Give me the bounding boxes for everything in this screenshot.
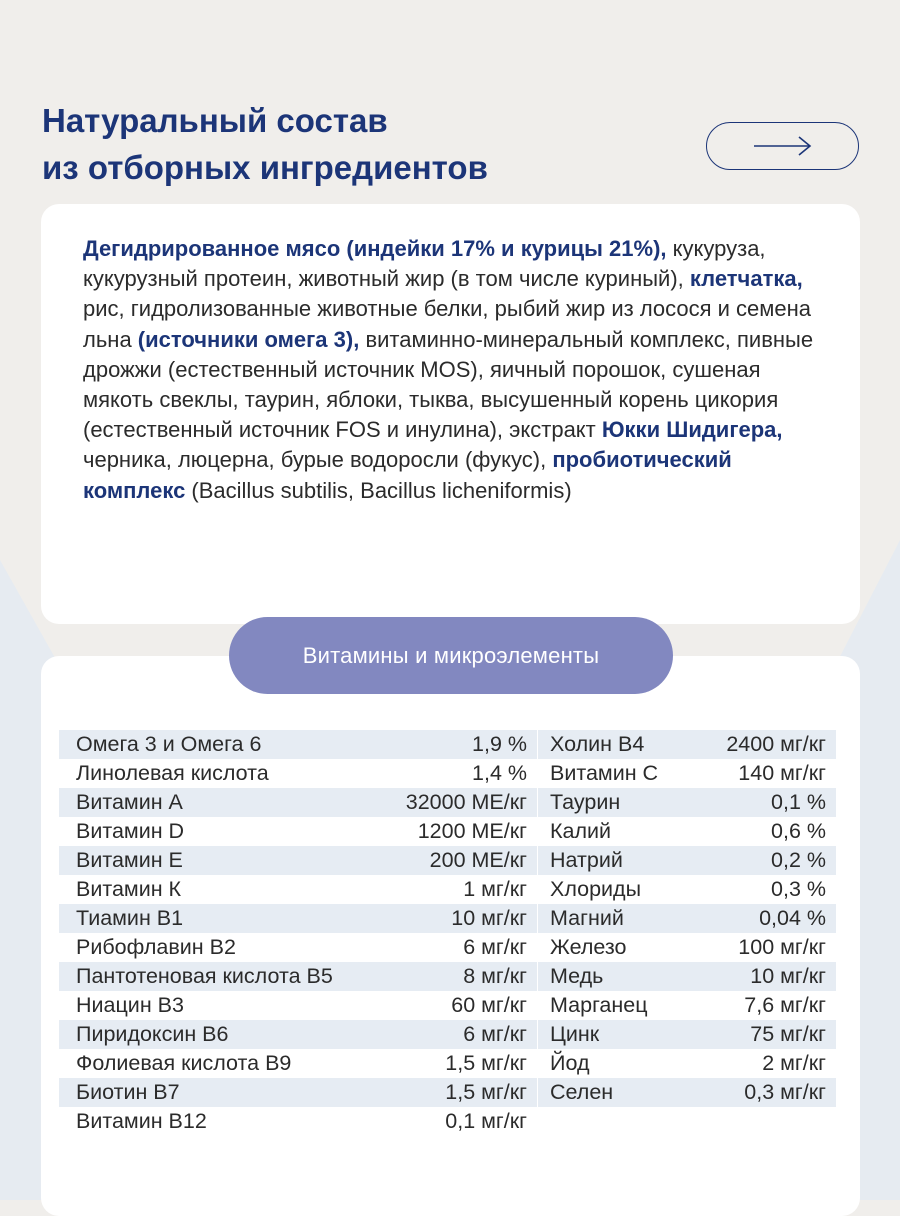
table-row (538, 759, 836, 788)
nutrient-name: Омега 3 и Омега 6 (76, 732, 262, 756)
table-row (59, 1049, 537, 1078)
nutrient-name: Холин В4 (550, 732, 645, 756)
table-row (538, 1049, 836, 1078)
nutrient-value: 0,2 % (771, 848, 826, 872)
table-row (538, 962, 836, 991)
nutrient-name: Тиамин В1 (76, 906, 184, 930)
composition-highlight: пробиотический комплекс (83, 447, 732, 503)
vitamins-table-right (538, 730, 836, 1107)
nutrient-name: Таурин (550, 790, 621, 814)
nutrient-name: Хлориды (550, 877, 642, 901)
nutrient-name: Линолевая кислота (76, 761, 269, 785)
table-row (59, 759, 537, 788)
composition-highlight: клетчатка, (689, 266, 803, 292)
nutrient-name: Витамин К (76, 877, 182, 901)
nutrient-name: Витамин А (76, 790, 183, 814)
nutrient-value: 2 мг/кг (762, 1051, 826, 1075)
nutrient-name: Биотин В7 (76, 1080, 180, 1104)
nutrient-value: 6 мг/кг (463, 935, 527, 959)
table-row (538, 875, 836, 904)
table-row (59, 730, 537, 759)
nutrient-value: 0,6 % (771, 819, 826, 843)
table-row (59, 788, 537, 817)
next-button[interactable] (706, 122, 859, 170)
nutrient-value: 1,5 мг/кг (445, 1080, 527, 1104)
nutrient-value: 10 мг/кг (451, 906, 527, 930)
nutrient-value: 0,3 мг/кг (744, 1080, 826, 1104)
nutrient-value: 1200 МЕ/кг (417, 819, 527, 843)
nutrient-name: Рибофлавин В2 (76, 935, 236, 959)
nutrient-name: Ниацин В3 (76, 993, 184, 1017)
composition-segment: (Bacillus subtilis, Bacillus licheniformis) (185, 477, 572, 503)
vitamins-table-left (59, 730, 537, 1136)
table-row (59, 962, 537, 991)
nutrient-name: Магний (550, 906, 624, 930)
nutrient-value: 100 мг/кг (738, 935, 826, 959)
composition-card (41, 204, 860, 624)
nutrient-value: 10 мг/кг (750, 964, 826, 988)
vitamins-heading-badge: Витамины и микроэлементы (229, 617, 673, 694)
nutrient-value: 0,1 мг/кг (445, 1109, 527, 1133)
nutrient-name: Витамин D (76, 819, 185, 843)
table-row (59, 933, 537, 962)
nutrient-name: Медь (550, 964, 604, 988)
nutrient-value: 1,4 % (472, 761, 527, 785)
nutrient-value: 7,6 мг/кг (744, 993, 826, 1017)
title-line-2: из отборных ингредиентов (42, 149, 488, 186)
table-row (538, 817, 836, 846)
page-title (42, 97, 488, 191)
composition-highlight: Дегидрированное мясо (индейки 17% и курицы 21%), (83, 236, 667, 261)
nutrient-name: Фолиевая кислота В9 (76, 1051, 292, 1075)
table-row (59, 846, 537, 875)
nutrient-value: 75 мг/кг (750, 1022, 826, 1046)
composition-highlight: (источники омега 3), (137, 326, 360, 352)
nutrient-value: 8 мг/кг (463, 964, 527, 988)
table-row (59, 1107, 537, 1136)
composition-segment: рис, гидролизованные животные белки, рыбий жир из лосося и семена льна (83, 296, 812, 352)
table-row (538, 1020, 836, 1049)
nutrient-value: 1 мг/кг (463, 877, 527, 901)
nutrient-name: Марганец (550, 993, 648, 1017)
table-row (538, 730, 836, 759)
table-row (59, 904, 537, 933)
composition-segment: черника, люцерна, бурые водоросли (фукус), (83, 447, 553, 473)
composition-highlight: Юкки Шидигера, (601, 417, 783, 443)
nutrient-value: 0,3 % (771, 877, 826, 901)
nutrient-name: Пантотеновая кислота В5 (76, 964, 333, 988)
nutrient-value: 1,9 % (472, 732, 527, 756)
nutrient-value: 0,1 % (771, 790, 826, 814)
nutrient-value: 6 мг/кг (463, 1022, 527, 1046)
table-row (538, 991, 836, 1020)
nutrient-name: Цинк (550, 1022, 600, 1046)
nutrient-name: Витамин В12 (76, 1109, 207, 1133)
table-row (59, 1020, 537, 1049)
composition-text (83, 234, 830, 506)
nutrient-value: 60 мг/кг (451, 993, 527, 1017)
nutrient-name: Натрий (550, 848, 623, 872)
nutrient-name: Калий (550, 819, 612, 843)
composition-segment: кукуруза, кукурузный протеин, животный жир (в том числе куриный), (83, 236, 766, 292)
title-line-1: Натуральный состав (42, 102, 388, 139)
nutrient-value: 2400 мг/кг (726, 732, 826, 756)
table-row (59, 1078, 537, 1107)
table-row (59, 817, 537, 846)
nutrient-name: Витамин Е (76, 848, 183, 872)
table-row (59, 875, 537, 904)
nutrient-value: 140 мг/кг (738, 761, 826, 785)
table-row (538, 1078, 836, 1107)
nutrient-name: Йод (550, 1051, 590, 1075)
table-row (538, 904, 836, 933)
nutrient-value: 1,5 мг/кг (445, 1051, 527, 1075)
table-row (538, 788, 836, 817)
nutrient-name: Витамин С (550, 761, 659, 785)
composition-segment: витаминно-минеральный комплекс, пивные дрожжи (естественный источник MOS), яичный порошок, сушеная мякоть свеклы, таурин, яблоки, тыква, высушенный корень цикория (естественный источник FOS и инулина), экстракт (83, 326, 814, 443)
table-row (538, 933, 836, 962)
arrow-right-icon (752, 135, 814, 157)
nutrient-value: 32000 МЕ/кг (405, 790, 527, 814)
table-row (59, 991, 537, 1020)
nutrient-name: Железо (550, 935, 627, 959)
nutrient-name: Селен (550, 1080, 614, 1104)
nutrient-value: 0,04 % (759, 906, 826, 930)
table-row (538, 846, 836, 875)
nutrient-name: Пиридоксин В6 (76, 1022, 229, 1046)
nutrient-value: 200 МЕ/кг (429, 848, 527, 872)
